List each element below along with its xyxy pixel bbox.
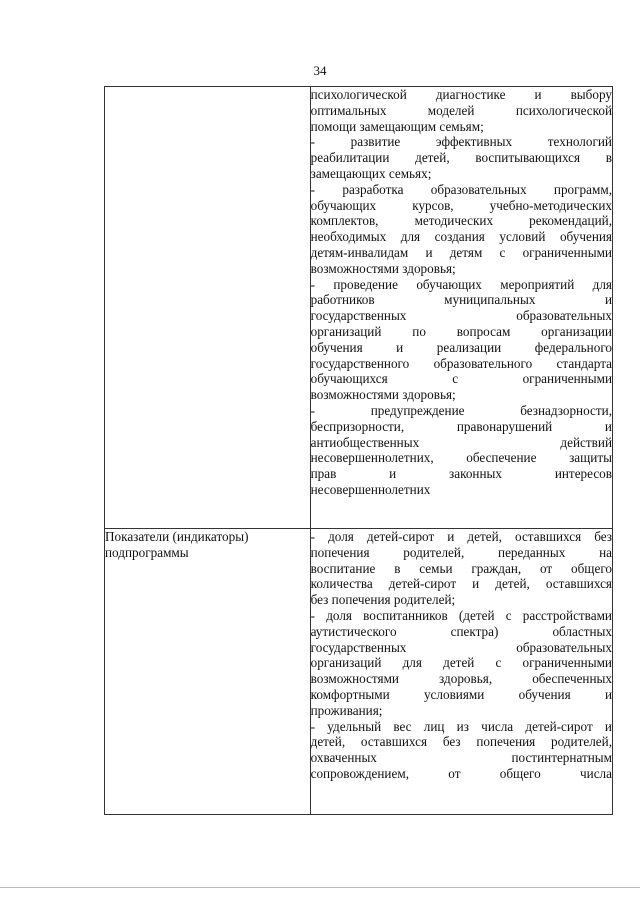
text-line: обучающих курсов, учебно-методических [310,197,612,213]
text-line: прав и законных интересов [310,466,612,482]
page-number: 34 [313,63,327,78]
text-line: - доля воспитанников (детей с расстройствами [310,607,612,623]
text-line: аутистического спектра) областных [310,623,612,639]
text-line: без попечения родителей; [310,592,456,608]
text-line: антиобщественных действий [310,434,612,450]
text-line: оптимальных моделей психологической [310,102,612,118]
table-row [105,529,613,815]
text-line: несовершеннолетних [310,481,431,497]
text-line: государственных образовательных [310,308,612,324]
text-line: охваченных постинтернатным [310,750,612,766]
text-line: необходимых для создания условий обучения [310,229,612,245]
subprogram-table [104,86,613,815]
text-line: проживания; [310,702,383,718]
text-line: замещающих семьях; [310,165,432,181]
row-content-cell [310,529,612,815]
text-line: беспризорности, правонарушений и [310,418,612,434]
text-line: помощи замещающим семьям; [310,118,484,134]
text-line: - удельный вес лиц из числа детей-сирот и [310,718,612,734]
text-line: - разработка образовательных программ, [310,181,612,197]
text-line: возможностями здоровья; [310,387,456,403]
text-line: обучающихся с ограниченными [310,371,612,387]
text-line: государственного образовательного стандарта [310,355,612,371]
row-label: Показатели (индикаторы) подпрограммы [105,529,249,560]
text-line: комфортными условиями обучения и [310,686,612,702]
text-line: возможностями здоровья, обеспеченных [310,671,612,687]
text-line: попечения родителей, переданных на [310,544,612,560]
text-line: - доля детей-сирот и детей, оставшихся без [310,529,612,544]
row-label-cell [105,529,311,815]
text-line: реабилитации детей, воспитывающихся в [310,150,612,166]
text-line: - проведение обучающих мероприятий для [310,276,612,292]
row-content [311,529,612,782]
row-label-cell [105,87,311,529]
text-line: количества детей-сирот и детей, оставшихся [310,576,612,592]
text-line: обучения и реализации федерального [310,339,612,355]
row-content [311,87,612,498]
text-line: работников муниципальных и [310,292,612,308]
text-line: несовершеннолетних, обеспечение защиты [310,450,612,466]
text-line: возможностями здоровья; [310,260,456,276]
text-line: - развитие эффективных технологий [310,134,612,150]
text-line: организаций по вопросам организации [310,323,612,339]
text-line: организаций для детей с ограниченными [310,655,612,671]
table-row [105,87,613,529]
text-line: детям-инвалидам и детям с ограниченными [310,244,612,260]
text-line: сопровождением, от общего числа [310,765,612,781]
text-line: государственных образовательных [310,639,612,655]
page-bottom-rule [0,887,640,888]
text-line: - предупреждение безнадзорности, [310,402,612,418]
text-line: комплектов, методических рекомендаций, [310,213,612,229]
text-line: воспитание в семьи граждан, от общего [310,560,612,576]
text-line: детей, оставшихся без попечения родителей, [310,734,612,750]
text-line: психологической диагностике и выбору [310,87,612,102]
row-content-cell [310,87,612,529]
